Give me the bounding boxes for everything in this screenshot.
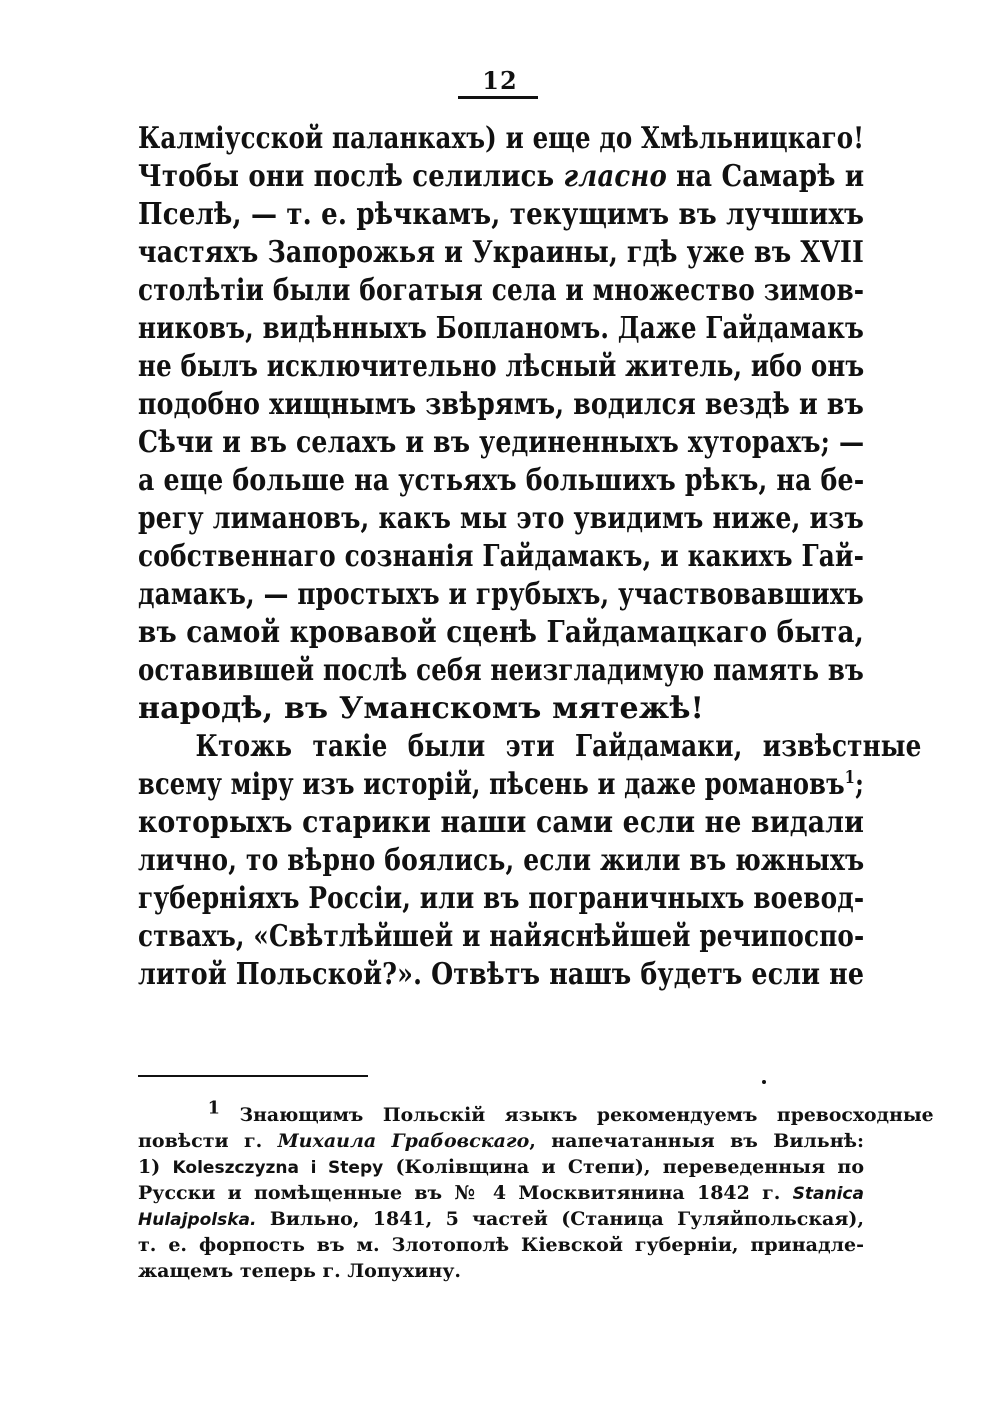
footnote-line: $^1$ Знающимъ Польскій языкъ рекомендуемъ превосходные	[207, 1097, 934, 1126]
text-line: которыхъ старики наши сами если не видали	[138, 805, 865, 840]
text-line: ствахъ, «Свѣтлѣйшей и найяснѣйшей речипоспо-	[138, 919, 865, 954]
footnote	[138, 1097, 934, 1284]
italic-author: Михаила Грабовскаго	[277, 1130, 530, 1152]
text-line: лично, то вѣрно боялись, если жили въ южныхъ	[138, 843, 865, 878]
latin-title: Koleszczyzna i Stepy	[172, 1158, 384, 1178]
text-line: губерніяхъ Россіи, или въ пограничныхъ воевод-	[138, 881, 865, 916]
footnote-reference: 1	[844, 767, 856, 788]
text-line: Сѣчи и въ селахъ и въ уединенныхъ хуторахъ; —	[138, 425, 865, 460]
text-line: а еще больше на устьяхъ большихъ рѣкъ, на бе-	[138, 463, 865, 498]
text-line: народѣ, въ Уманскомъ мятежѣ!	[138, 691, 704, 726]
footnote-line: т. е. форпость въ м. Злотополѣ Кіевской губерніи, принадле-	[138, 1234, 864, 1256]
latin-title-italic: Stanica	[792, 1184, 864, 1204]
text-line: подобно хищнымъ звѣрямъ, водился вездѣ и въ	[138, 387, 865, 422]
footnote-marker: 1	[207, 1097, 221, 1119]
footnote-line: 1) Koleszczyzna i Stepy (Колівщина и Степи), переведенныя по	[138, 1156, 865, 1178]
italic-word: гласно	[563, 159, 667, 194]
text-line: столѣтіи были богатыя села и множество зимов-	[138, 273, 865, 308]
page-number-rule	[458, 96, 538, 99]
text-line: никовъ, видѣнныхъ Бопланомъ. Даже Гайдамакъ	[138, 311, 865, 346]
text-line: литой Польской?». Отвѣтъ нашъ будетъ если не	[138, 957, 865, 992]
page-number: 12	[482, 66, 518, 95]
body-text	[138, 120, 922, 994]
text-line: въ самой кровавой сценѣ Гайдамацкаго быта,	[138, 615, 865, 650]
footnote-line: жащемъ теперь г. Лопухину.	[138, 1260, 462, 1282]
text-line: собственнаго сознанія Гайдамакъ, и какихъ Гай-	[138, 539, 865, 574]
text-line: оставившей послѣ себя неизгладимую память въ	[138, 653, 864, 688]
text-line: регу лимановъ, какъ мы это увидимъ ниже, изъ	[138, 501, 864, 536]
footnote-separator	[138, 1075, 368, 1077]
print-speck	[762, 1080, 766, 1084]
text-line: Калміусской паланкахъ) и еще до Хмѣльницкаго!	[138, 121, 865, 156]
text-line: всему міру изъ исторій, пѣсень и даже романовъ$^1$;	[138, 767, 865, 802]
text-line: Пселѣ, — т. е. рѣчкамъ, текущимъ въ лучшихъ	[138, 197, 865, 232]
text-line: дамакъ, — простыхъ и грубыхъ, участвовавшихъ	[138, 577, 864, 612]
text-line: частяхъ Запорожья и Украины, гдѣ уже въ XVII	[138, 235, 865, 270]
text-line: Чтобы они послѣ селились гласно на Самарѣ и	[138, 159, 865, 194]
paragraph-start-line: Ктожь такіе были эти Гайдамаки, извѣстные	[195, 729, 922, 764]
footnote-line: повѣсти г. Михаила Грабовскаго, напечатанныя въ Вильнѣ:	[138, 1130, 864, 1152]
footnote-line: Русски и помѣщенные въ № 4 Москвитянина 1842 г. Stanica	[138, 1182, 864, 1204]
text-line: не былъ исключительно лѣсный житель, ибо онъ	[138, 349, 865, 384]
latin-title-italic: Hulajpolska.	[138, 1210, 257, 1230]
footnote-line: Hulajpolska. Вильно, 1841, 5 частей (Станица Гуляйпольская),	[138, 1208, 864, 1230]
